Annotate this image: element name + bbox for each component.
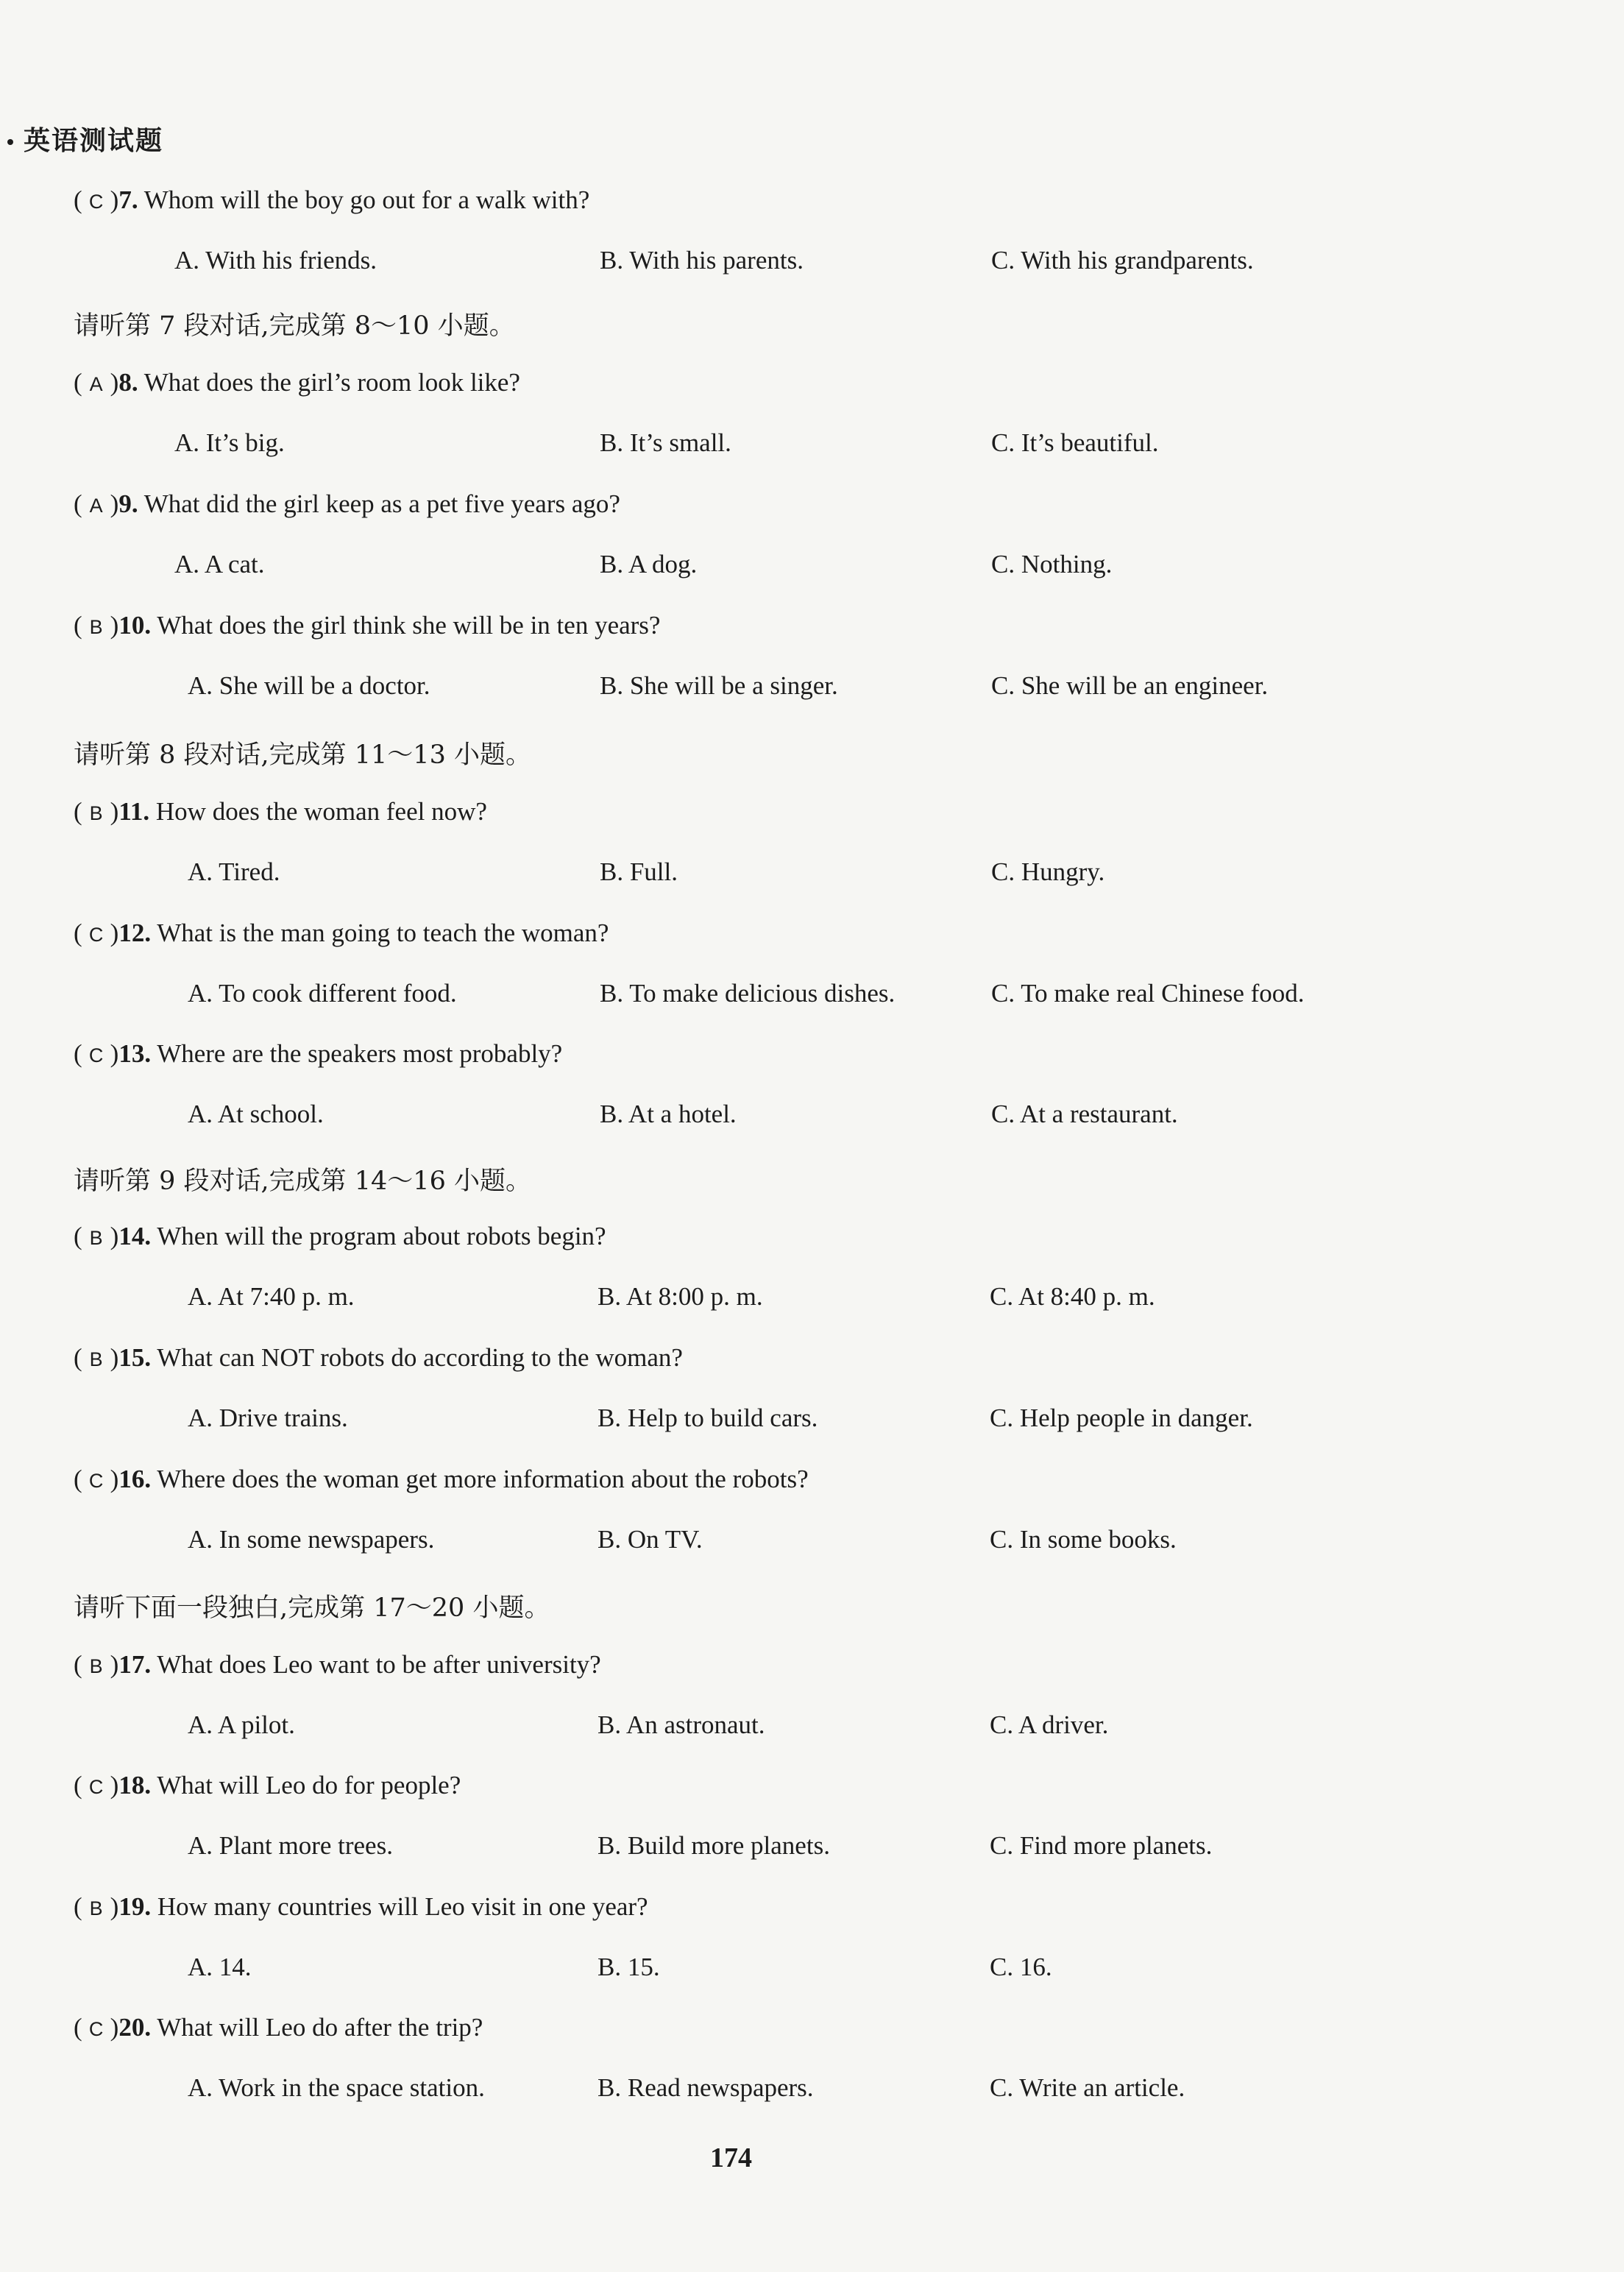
question-number: 17. [118,1650,152,1679]
option-b: B. 15. [598,1953,660,1981]
header-title: 英语测试题 [24,126,164,156]
answer-letter: B [89,1655,103,1677]
option-a: A. Plant more trees. [188,1831,393,1860]
option-a: A. With his friends. [174,246,377,275]
answer-bracket-close: ) [110,2013,119,2042]
question-number: 15. [118,1343,152,1372]
option-a: A. At 7:40 p. m. [188,1282,355,1311]
option-b: B. At 8:00 p. m. [598,1282,763,1311]
answer-bracket-open: ( [74,185,82,214]
question-text: Where does the woman get more information about the robots? [157,1465,809,1493]
question-stem [74,368,520,397]
answer-letter: C [88,191,104,213]
question-number: 18. [118,1771,152,1799]
question-text: What does the girl’s room look like? [143,368,520,397]
question-stem [74,1343,683,1373]
option-a: A. It’s big. [174,428,285,457]
answer-letter: C [88,2018,104,2040]
answer-letter: B [89,1227,103,1249]
question-number: 12. [118,919,152,947]
answer-letter: A [89,495,103,517]
option-c: C. A driver. [990,1710,1109,1739]
option-c: C. Find more planets. [990,1831,1213,1860]
question-stem [74,1465,809,1494]
answer-letter: C [88,1044,104,1066]
question-text: What is the man going to teach the woman? [157,919,609,947]
answer-bracket-close: ) [110,1343,119,1372]
answer-bracket-close: ) [110,919,119,947]
answer-bracket-open: ( [74,368,82,397]
option-b: B. On TV. [598,1525,703,1554]
question-stem [74,2013,483,2042]
question-number: 16. [118,1465,152,1493]
question-number: 9. [118,489,138,518]
option-b: B. An astronaut. [598,1710,765,1739]
question-text: What will Leo do after the trip? [157,2013,483,2042]
option-c: C. Write an article. [990,2073,1185,2102]
question-number: 11. [118,797,150,826]
option-a: A. A pilot. [188,1710,295,1739]
answer-bracket-open: ( [74,1650,82,1679]
option-b: B. Read newspapers. [598,2073,814,2102]
option-b: B. Help to build cars. [598,1404,818,1432]
page-number: 174 [710,2142,752,2173]
option-c: C. It’s beautiful. [991,428,1159,457]
question-number: 8. [118,368,138,397]
option-a: A. She will be a doctor. [188,671,430,700]
section-instruction: 请听下面一段独白,完成第 17～20 小题。 [74,1593,550,1623]
answer-letter: B [89,616,103,638]
question-text: When will the program about robots begin? [157,1222,606,1250]
option-c: C. At 8:40 p. m. [990,1282,1155,1311]
answer-bracket-close: ) [110,489,119,518]
answer-bracket-close: ) [110,1039,119,1068]
answer-bracket-open: ( [74,611,82,640]
question-number: 7. [118,185,138,214]
answer-bracket-close: ) [110,1650,119,1679]
answer-letter: A [89,373,103,395]
option-a: A. 14. [188,1953,252,1981]
option-b: B. Build more planets. [598,1831,830,1860]
option-b: B. A dog. [600,550,698,578]
answer-letter: B [89,1897,103,1919]
question-stem [74,611,660,640]
option-b: B. Full. [600,857,678,886]
option-c: C. At a restaurant. [991,1100,1178,1128]
option-c: C. Nothing. [991,550,1113,578]
option-c: C. To make real Chinese food. [991,979,1305,1008]
option-b: B. At a hotel. [600,1100,737,1128]
section-instruction: 请听第 7 段对话,完成第 8～10 小题。 [74,311,515,341]
question-text: How many countries will Leo visit in one year? [157,1892,648,1921]
answer-bracket-close: ) [110,611,119,640]
answer-letter: B [89,1348,103,1370]
option-c: C. Help people in danger. [990,1404,1253,1432]
answer-bracket-open: ( [74,1343,82,1372]
question-number: 19. [118,1892,152,1921]
question-stem [74,1650,601,1680]
section-instruction: 请听第 9 段对话,完成第 14～16 小题。 [74,1167,531,1196]
option-b: B. With his parents. [600,246,804,275]
option-a: A. At school. [188,1100,324,1128]
question-stem [74,1039,562,1069]
answer-bracket-open: ( [74,919,82,947]
question-number: 20. [118,2013,152,2042]
answer-letter: C [88,1470,104,1492]
question-stem [74,185,589,215]
question-stem [74,489,620,519]
answer-bracket-open: ( [74,489,82,518]
question-number: 10. [118,611,152,640]
question-text: What will Leo do for people? [157,1771,461,1799]
answer-letter: B [89,802,103,824]
answer-bracket-open: ( [74,1771,82,1799]
answer-bracket-close: ) [110,368,119,397]
question-text: What does the girl think she will be in ten years? [157,611,661,640]
question-stem [74,1771,461,1800]
question-text: Whom will the boy go out for a walk with? [143,185,590,214]
question-text: What can NOT robots do according to the woman? [157,1343,683,1372]
question-number: 14. [118,1222,152,1250]
answer-bracket-open: ( [74,797,82,826]
option-c: C. 16. [990,1953,1052,1981]
section-header [7,120,163,158]
question-stem [74,1222,606,1251]
option-c: C. Hungry. [991,857,1105,886]
option-c: C. She will be an engineer. [991,671,1269,700]
answer-bracket-close: ) [110,1892,119,1921]
question-stem [74,919,609,948]
section-instruction: 请听第 8 段对话,完成第 11～13 小题。 [74,740,531,770]
answer-bracket-close: ) [110,1222,119,1250]
option-a: A. In some newspapers. [188,1525,435,1554]
answer-bracket-close: ) [110,185,119,214]
question-text: What does Leo want to be after university? [157,1650,601,1679]
question-text: Where are the speakers most probably? [157,1039,563,1068]
answer-bracket-open: ( [74,1222,82,1250]
answer-bracket-close: ) [110,797,119,826]
answer-letter: C [88,924,104,946]
question-number: 13. [118,1039,152,1068]
bullet-dot [7,139,13,145]
option-a: A. Drive trains. [188,1404,348,1432]
option-a: A. To cook different food. [188,979,457,1008]
option-a: A. Tired. [188,857,280,886]
question-text: What did the girl keep as a pet five years ago? [143,489,620,518]
answer-bracket-open: ( [74,2013,82,2042]
option-b: B. She will be a singer. [600,671,838,700]
answer-bracket-open: ( [74,1892,82,1921]
option-c: C. With his grandparents. [991,246,1254,275]
option-c: C. In some books. [990,1525,1177,1554]
option-b: B. It’s small. [600,428,731,457]
answer-bracket-close: ) [110,1465,119,1493]
answer-bracket-open: ( [74,1465,82,1493]
question-text: How does the woman feel now? [155,797,487,826]
option-a: A. Work in the space station. [188,2073,485,2102]
question-stem [74,1892,648,1922]
answer-letter: C [88,1776,104,1798]
option-b: B. To make delicious dishes. [600,979,896,1008]
option-a: A. A cat. [174,550,265,578]
answer-bracket-close: ) [110,1771,119,1799]
answer-bracket-open: ( [74,1039,82,1068]
question-stem [74,797,487,827]
